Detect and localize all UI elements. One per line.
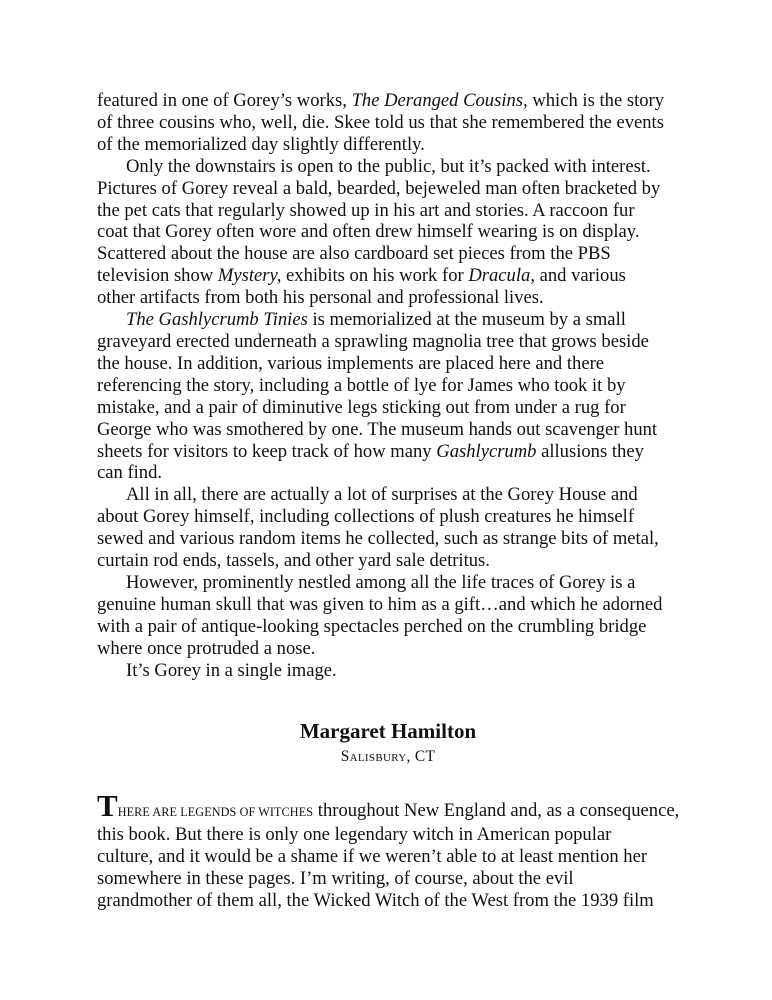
text-line [97, 309, 679, 331]
first-line-rest: throughout New England and, as a consequence, [313, 800, 680, 822]
location-state: , CT [406, 748, 436, 766]
drop-cap: T [97, 788, 118, 824]
text-line [97, 484, 679, 506]
section-line: culture, and it would be a shame if we weren’t able to at least mention her [97, 846, 648, 868]
text-run: featured in one of Gorey’s works, [97, 90, 352, 111]
text-line [97, 134, 679, 156]
text-line [97, 572, 679, 594]
text-run: However, prominently nestled among all the life traces of Gorey is a [126, 571, 636, 593]
section-body [97, 788, 680, 912]
text-line [97, 419, 679, 441]
text-line [97, 506, 679, 528]
text-line [97, 441, 679, 463]
text-run: Only the downstairs is open to the public, but it’s packed with interest. [126, 155, 651, 177]
text-run: All in all, there are actually a lot of surprises at the Gorey House and [126, 484, 638, 506]
text-run: referencing the story, including a bottle of lye for James who took it by [97, 374, 626, 396]
text-line [97, 112, 679, 134]
text-run: where once protruded a nose. [97, 637, 316, 659]
text-line [97, 397, 679, 419]
text-run: which is the story [527, 90, 665, 111]
text-run: It’s Gorey in a single image. [126, 659, 337, 681]
text-run: other artifacts from both his personal and professional lives. [97, 287, 544, 309]
text-line [97, 287, 679, 309]
text-line [97, 331, 679, 353]
text-line [97, 90, 679, 112]
text-run: curtain rod ends, tassels, and other yard sale detritus. [97, 550, 490, 572]
text-run: television show [97, 265, 218, 287]
section-line: somewhere in these pages. I’m writing, of course, about the evil [97, 868, 574, 890]
italic-title: Dracula, [468, 265, 535, 287]
text-line [97, 462, 679, 484]
italic-title: The Deranged Cousins, [351, 90, 528, 111]
section-title: Margaret Hamilton [299, 719, 477, 744]
italic-title: Mystery, [217, 265, 282, 287]
text-run: Scattered about the house are also cardboard set pieces from the PBS [97, 243, 611, 265]
section-first-line [97, 788, 680, 824]
text-line [97, 200, 679, 222]
text-line [97, 528, 679, 550]
text-run: of the memorialized day slightly differently. [97, 133, 425, 155]
section-line: this book. But there is only one legendary witch in American popular [97, 824, 612, 846]
italic-title: The Gashlycrumb Tinies [126, 309, 308, 331]
text-line [97, 550, 679, 572]
text-run: the pet cats that regularly showed up in his art and stories. A raccoon fur [97, 199, 635, 221]
text-run: about Gorey himself, including collections of plush creatures he himself [97, 506, 635, 528]
text-run: coat that Gorey often wore and often drew himself wearing is on display. [97, 221, 640, 243]
text-line [97, 178, 679, 200]
body-text [97, 90, 679, 681]
text-line [97, 375, 679, 397]
italic-title: Gashlycrumb [436, 440, 537, 462]
text-line [97, 353, 679, 375]
text-run: is memorialized at the museum by a small [307, 309, 626, 331]
text-line [97, 638, 679, 660]
text-run: the house. In addition, various implements are placed here and there [97, 352, 605, 374]
text-run: with a pair of antique-looking spectacles perched on the crumbling bridge [97, 615, 647, 637]
text-run: can find. [97, 462, 163, 484]
text-line [97, 156, 679, 178]
page [97, 90, 679, 912]
text-run: George who was smothered by one. The museum hands out scavenger hunt [97, 418, 658, 440]
section-location [97, 747, 679, 767]
text-run: mistake, and a pair of diminutive legs sticking out from under a rug for [97, 396, 626, 418]
text-run: allusions they [536, 440, 644, 462]
text-run: and various [534, 265, 626, 287]
text-line [97, 221, 679, 243]
text-run: exhibits on his work for [281, 265, 469, 287]
text-run: of three cousins who, well, die. Skee told us that she remembered the events [97, 111, 664, 133]
text-line [97, 616, 679, 638]
text-run: sewed and various random items he collected, such as strange bits of metal, [97, 528, 659, 550]
text-run: graveyard erected underneath a sprawling magnolia tree that grows beside [97, 330, 649, 352]
lead-smallcaps: HERE ARE LEGENDS OF WITCHES [117, 805, 314, 820]
text-line [97, 265, 679, 287]
section-line: grandmother of them all, the Wicked Witch of the West from the 1939 film [97, 890, 654, 912]
text-line [97, 594, 679, 616]
text-run: genuine human skull that was given to him as a gift…and which he adorned [97, 593, 663, 615]
text-run: Pictures of Gorey reveal a bald, bearded, bejeweled man often bracketed by [97, 177, 661, 199]
text-line [97, 243, 679, 265]
location-city: Salisbury [340, 748, 407, 766]
text-run: sheets for visitors to keep track of how many [97, 440, 437, 462]
text-line [97, 660, 679, 682]
